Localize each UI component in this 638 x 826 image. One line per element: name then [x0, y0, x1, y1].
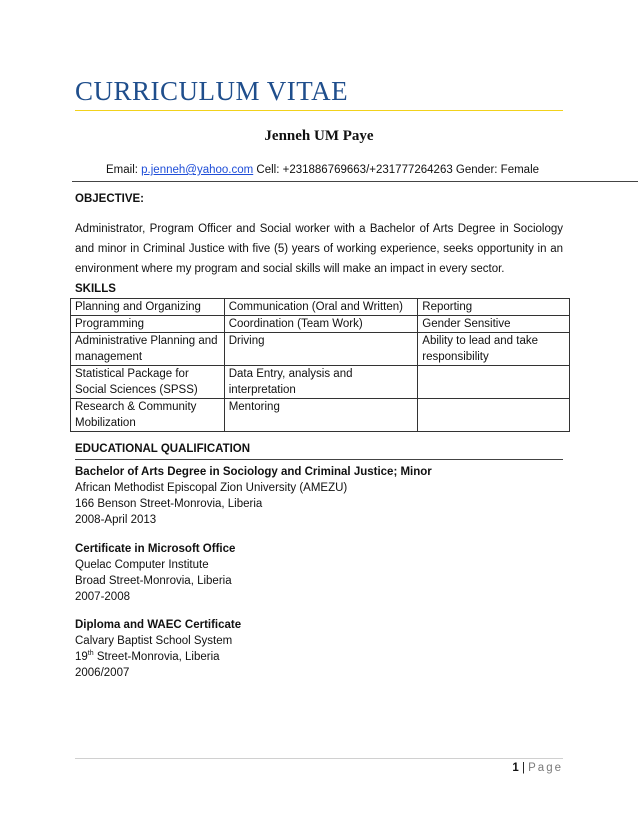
institution-address: [75, 649, 241, 665]
skills-heading: SKILLS: [75, 283, 116, 295]
skill-cell: Mentoring: [224, 399, 418, 432]
study-dates: 2008-April 2013: [75, 514, 157, 526]
study-dates: 2007-2008: [75, 591, 130, 603]
table-row: [71, 333, 570, 366]
footer-separator: |: [518, 762, 529, 774]
education-divider: [75, 459, 563, 460]
objective-heading: OBJECTIVE:: [75, 193, 145, 205]
title-underline: [75, 110, 563, 111]
institution-name: African Methodist Episcopal Zion University (AMEZU): [75, 482, 348, 494]
table-row: [71, 316, 570, 333]
degree-title: Certificate in Microsoft Office: [75, 543, 236, 555]
skill-cell: Driving: [224, 333, 418, 366]
skill-cell: Reporting: [418, 299, 570, 316]
education-heading: EDUCATIONAL QUALIFICATION: [75, 443, 251, 455]
page-label: Page: [528, 762, 563, 774]
degree-title: Diploma and WAEC Certificate: [75, 619, 242, 631]
education-entry: [75, 541, 235, 605]
skill-cell: Gender Sensitive: [418, 316, 570, 333]
institution-name: Calvary Baptist School System: [75, 635, 233, 647]
footer-divider: [75, 758, 563, 759]
institution-address: 166 Benson Street-Monrovia, Liberia: [75, 498, 263, 510]
table-row: [71, 399, 570, 432]
skill-cell: [418, 366, 570, 399]
study-dates: 2006/2007: [75, 667, 130, 679]
skill-cell: Communication (Oral and Written): [224, 299, 418, 316]
skill-cell: Programming: [71, 316, 225, 333]
skill-cell: Ability to lead and take responsibility: [418, 333, 570, 366]
table-row: [71, 299, 570, 316]
degree-title: Bachelor of Arts Degree in Sociology and Criminal Justice; Minor: [75, 466, 432, 478]
education-entry: [75, 617, 241, 681]
page-number: 1: [512, 762, 519, 774]
candidate-name: Jenneh UM Paye: [264, 128, 374, 144]
institution-name: Quelac Computer Institute: [75, 559, 209, 571]
skills-table: [70, 298, 570, 432]
skill-cell: Administrative Planning and management: [71, 333, 225, 366]
page-footer: [512, 762, 563, 774]
ordinal-suffix: th: [87, 650, 94, 658]
skill-cell: Statistical Package for Social Sciences (SPSS): [71, 366, 225, 399]
skill-cell: [418, 399, 570, 432]
document-title: CURRICULUM VITAE: [75, 76, 349, 106]
education-entry: [75, 464, 432, 528]
skill-cell: Data Entry, analysis and interpretation: [224, 366, 418, 399]
table-row: [71, 366, 570, 399]
skill-cell: Research & Community Mobilization: [71, 399, 225, 432]
skill-cell: Planning and Organizing: [71, 299, 225, 316]
contact-line: [106, 164, 539, 176]
objective-text: Administrator, Program Officer and Social worker with a Bachelor of Arts Degree in Sociology and minor in Criminal Justice with five (5) years of working experience, seeks opportunity in an environment where my program and social skills will make an impact in every sector.: [75, 223, 563, 275]
skill-cell: Coordination (Team Work): [224, 316, 418, 333]
street-rest: Street-Monrovia, Liberia: [93, 651, 220, 663]
email-label: Email:: [106, 164, 142, 176]
street-number: 19: [75, 651, 88, 663]
contact-divider: [72, 181, 638, 182]
email-link[interactable]: p.jenneh@yahoo.com: [141, 164, 254, 176]
contact-details: Cell: +231886769663/+231777264263 Gender: Female: [253, 164, 540, 176]
institution-address: Broad Street-Monrovia, Liberia: [75, 575, 232, 587]
